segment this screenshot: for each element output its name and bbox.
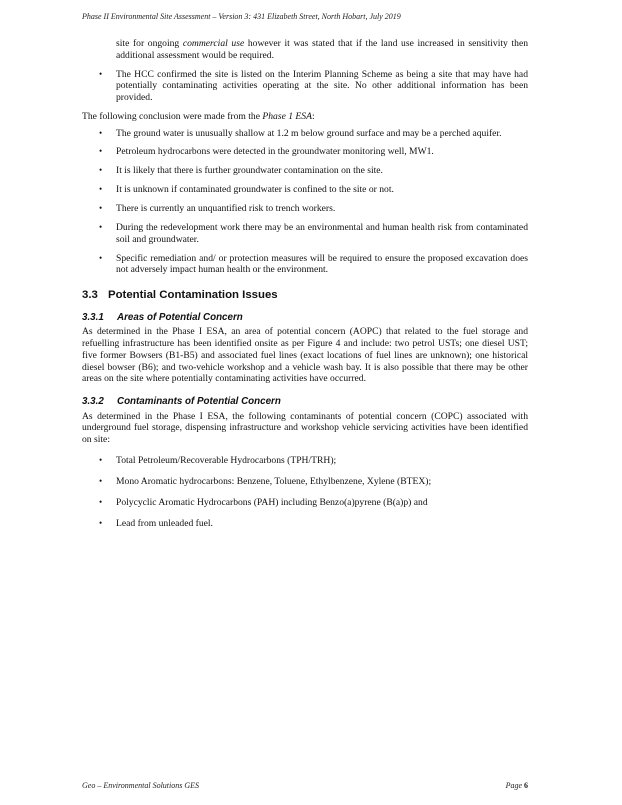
bullet-icon: • <box>99 454 103 465</box>
page-number-label: Page 6 <box>505 781 528 790</box>
section-heading-3-3 <box>82 290 528 302</box>
bullet-icon: • <box>99 497 103 508</box>
list-item: • Total Petroleum/Recoverable Hydrocarbons (TPH/TRH); <box>99 454 337 466</box>
bullet-icon: • <box>99 252 103 263</box>
bullet-icon: • <box>99 184 103 195</box>
list-item-hcc: • The HCC confirmed the site is listed on the Interim Planning Scheme as being a site that may have had potentially contaminating activities operating at the site. No other additional information has been provided. <box>99 68 528 103</box>
bullet-icon: • <box>99 203 103 214</box>
subsection-title: Areas of Potential Concern <box>117 311 243 323</box>
list-item: • Lead from unleaded fuel. <box>99 518 213 530</box>
section-title: Potential Contamination Issues <box>108 289 278 302</box>
page-content <box>82 38 528 540</box>
bullet-icon: • <box>99 146 103 157</box>
subsection-heading-3-3-2 <box>82 396 528 408</box>
subsection-number: 3.3.2 <box>82 395 104 407</box>
emphasis-phase1-esa: Phase 1 ESA <box>262 110 312 122</box>
emphasis-commercial-use: commercial use <box>182 38 245 49</box>
list-item: • Mono Aromatic hydrocarbons: Benzene, Toluene, Ethylbenzene, Xylene (BTEX); <box>99 475 432 487</box>
list-item: • Petroleum hydrocarbons were detected in the groundwater monitoring well, MW1. <box>99 146 434 158</box>
paragraph-areas-of-concern: As determined in the Phase I ESA, an area of potential concern (AOPC) that related to the fuel storage and refuelling infrastructure has been identified onsite as per Figure 4 and include: two petrol USTs; one diesel UST; five former Bowsers (B1-B5) and associated fuel lines (exact locations of fuel lines are unknown); one historical diesel bowser (B6); and two-vehicle workshop and a vehicle wash bay. It is also possible that there may be other areas on the site where potentially contaminating activities have occurred. <box>82 326 528 385</box>
list-item: • During the redevelopment work there may be an environmental and human health risk from contaminated soil and groundwater. <box>99 222 528 245</box>
conclusion-intro: The following conclusion were made from the Phase 1 ESA: <box>82 110 315 122</box>
bullet-icon: • <box>99 475 103 486</box>
paragraph-contaminants: As determined in the Phase I ESA, the following contaminants of potential concern (COPC) associated with underground fuel storage, dispensing infrastructure and workshop vehicle servicing activities have been identified on site: <box>82 410 528 446</box>
list-item: • It is unknown if contaminated groundwater is confined to the site or not. <box>99 184 394 196</box>
list-item: • Specific remediation and/ or protection measures will be required to ensure the proposed excavation does not adversely impact human health or the environment. <box>99 252 528 276</box>
page-number: 6 <box>524 781 528 790</box>
bullet-icon: • <box>99 518 103 529</box>
contaminant-list <box>82 455 528 530</box>
subsection-heading-3-3-1 <box>82 312 528 324</box>
list-item: • Polycyclic Aromatic Hydrocarbons (PAH) including Benzo(a)pyrene (B(a)p) and <box>99 497 428 509</box>
running-header: Phase II Environmental Site Assessment – Version 3: 431 Elizabeth Street, North Hobart, July 2019 <box>82 12 401 21</box>
list-item: • The ground water is unusually shallow at 1.2 m below ground surface and may be a perched aquifer. <box>99 127 502 139</box>
list-item: • It is likely that there is further groundwater contamination on the site. <box>99 165 383 177</box>
list-item: • There is currently an unquantified risk to trench workers. <box>99 203 336 215</box>
subsection-number: 3.3.1 <box>82 311 104 323</box>
bullet-icon: • <box>99 165 103 176</box>
bullet-icon: • <box>99 127 103 138</box>
continued-bullet-text: site for ongoing commercial use however it was stated that if the land use increased in sensitivity then additional assessment would be required. <box>116 38 528 61</box>
page-footer <box>82 781 528 790</box>
subsection-title: Contaminants of Potential Concern <box>117 395 281 407</box>
section-number: 3.3 <box>82 289 98 302</box>
conclusion-list <box>82 128 528 276</box>
bullet-icon: • <box>99 222 103 233</box>
bullet-icon: • <box>99 68 103 79</box>
footer-company: Geo – Environmental Solutions GES <box>82 781 200 790</box>
